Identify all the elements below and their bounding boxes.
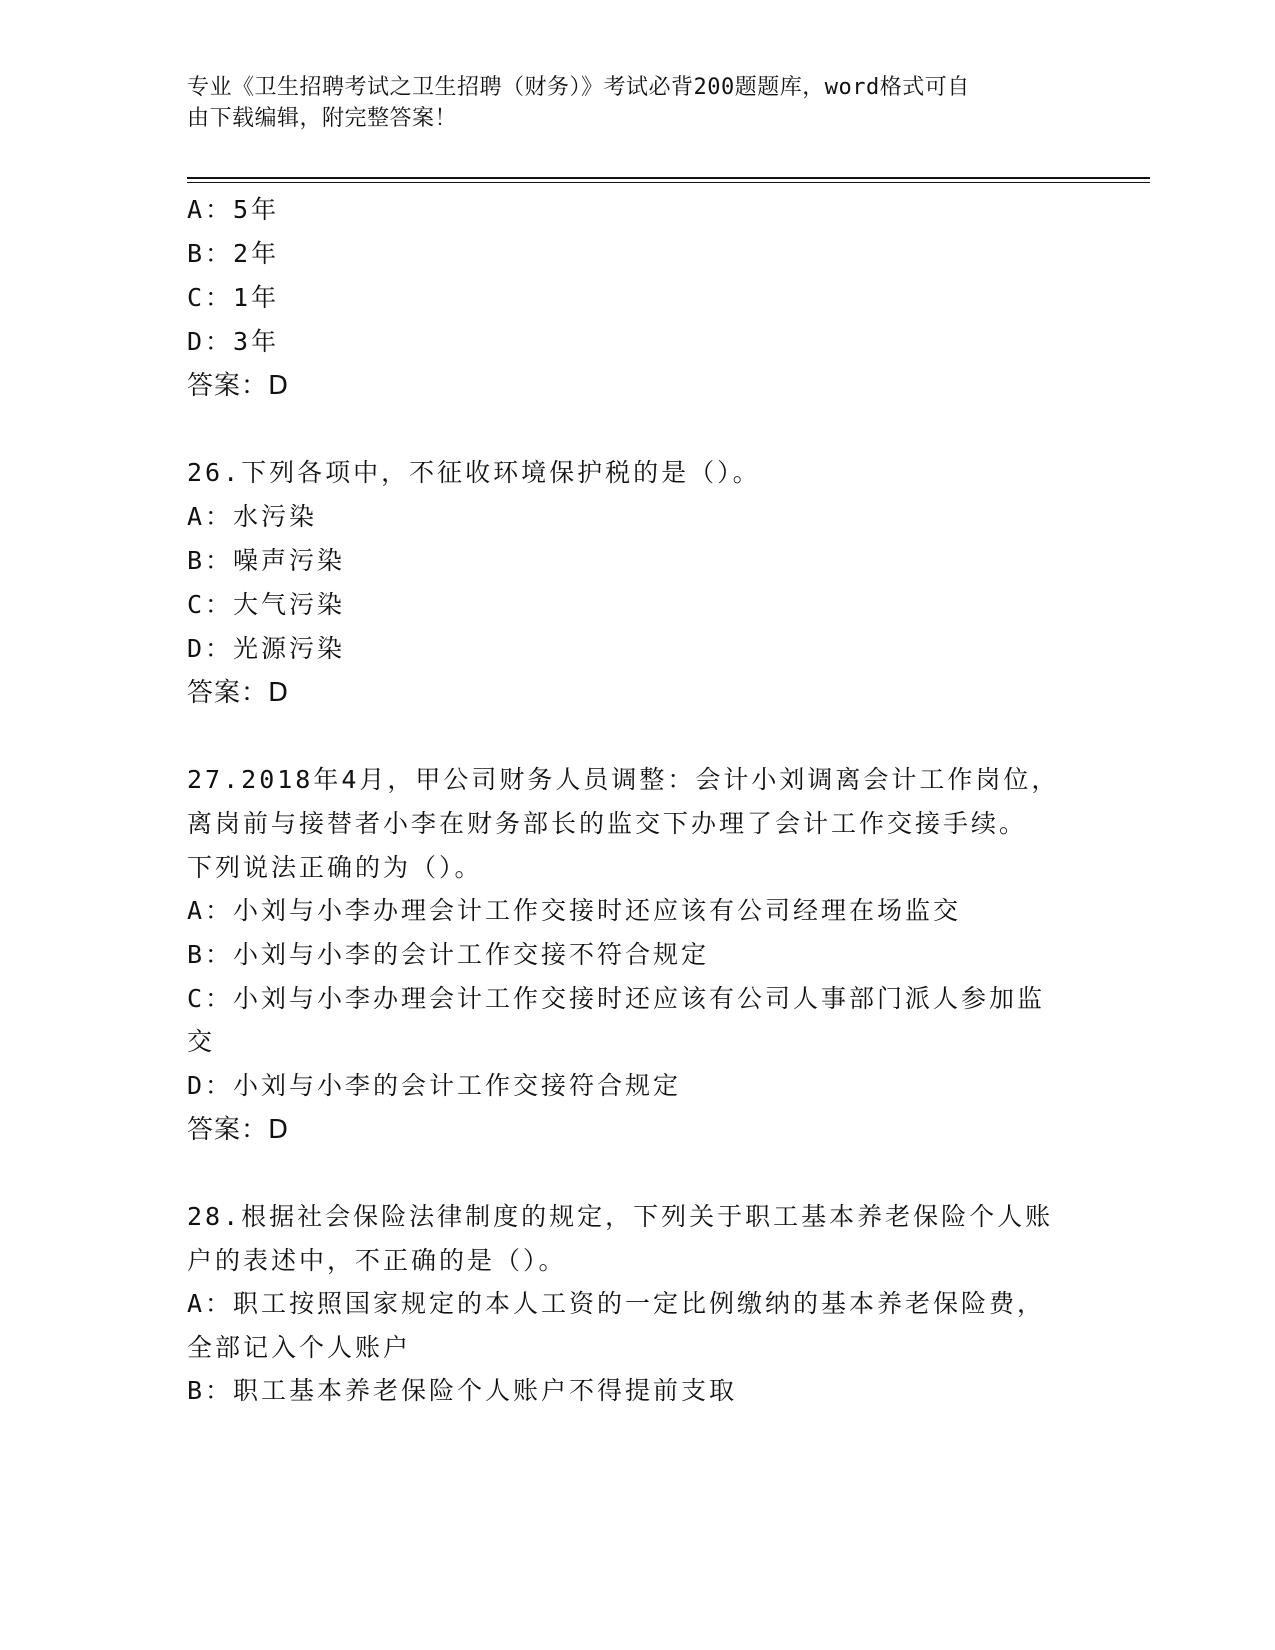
q27-option-d: D：小刘与小李的会计工作交接符合规定 xyxy=(187,1071,682,1100)
q25-option-c: C：1年 xyxy=(187,283,280,312)
q26-option-c: C：大气污染 xyxy=(187,590,346,619)
q25-option-a: A：5年 xyxy=(187,195,280,224)
header-divider-thick xyxy=(187,177,1150,179)
q25-option-d: D：3年 xyxy=(187,327,280,356)
q27-stem-line-2: 离岗前与接替者小李在财务部长的监交下办理了会计工作交接手续。 xyxy=(187,809,1028,838)
q26-option-a: A：水污染 xyxy=(187,502,318,531)
q27-stem-line-3: 下列说法正确的为（）。 xyxy=(187,853,483,882)
header-line-1: 专业《卫生招聘考试之卫生招聘（财务）》考试必背200题题库，word格式可自 xyxy=(187,75,970,100)
q28-option-b: B：职工基本养老保险个人账户不得提前支取 xyxy=(187,1376,738,1405)
q27-option-b: B：小刘与小李的会计工作交接不符合规定 xyxy=(187,940,710,969)
header-line-2: 由下载编辑，附完整答案！ xyxy=(187,106,458,131)
document-header xyxy=(187,72,1067,134)
q27-option-a: A：小刘与小李办理会计工作交接时还应该有公司经理在场监交 xyxy=(187,896,962,925)
q27-stem-line-1: 27.2018年4月，甲公司财务人员调整：会计小刘调离会计工作岗位， xyxy=(187,765,1060,794)
q26-option-b: B：噪声污染 xyxy=(187,546,346,575)
q27-answer: 答案：D xyxy=(187,1115,290,1145)
q25-option-b: B：2年 xyxy=(187,239,280,268)
q28-stem-line-2: 户的表述中，不正确的是（）。 xyxy=(187,1246,567,1275)
q28-option-a: A：职工按照国家规定的本人工资的一定比例缴纳的基本养老保险费， xyxy=(187,1289,1046,1318)
q26-stem: 26.下列各项中，不征收环境保护税的是（）。 xyxy=(187,458,761,487)
header-divider-thin xyxy=(187,182,1150,183)
q28-option-a-continued: 全部记入个人账户 xyxy=(187,1333,412,1362)
q25-answer: 答案：D xyxy=(187,371,290,401)
q27-option-c-continued: 交 xyxy=(187,1027,216,1056)
q28-stem-line-1: 28.根据社会保险法律制度的规定，下列关于职工基本养老保险个人账 xyxy=(187,1202,1054,1231)
q26-answer: 答案：D xyxy=(187,678,290,708)
q27-option-c: C：小刘与小李办理会计工作交接时还应该有公司人事部门派人参加监 xyxy=(187,984,1046,1013)
q26-option-d: D：光源污染 xyxy=(187,634,346,663)
